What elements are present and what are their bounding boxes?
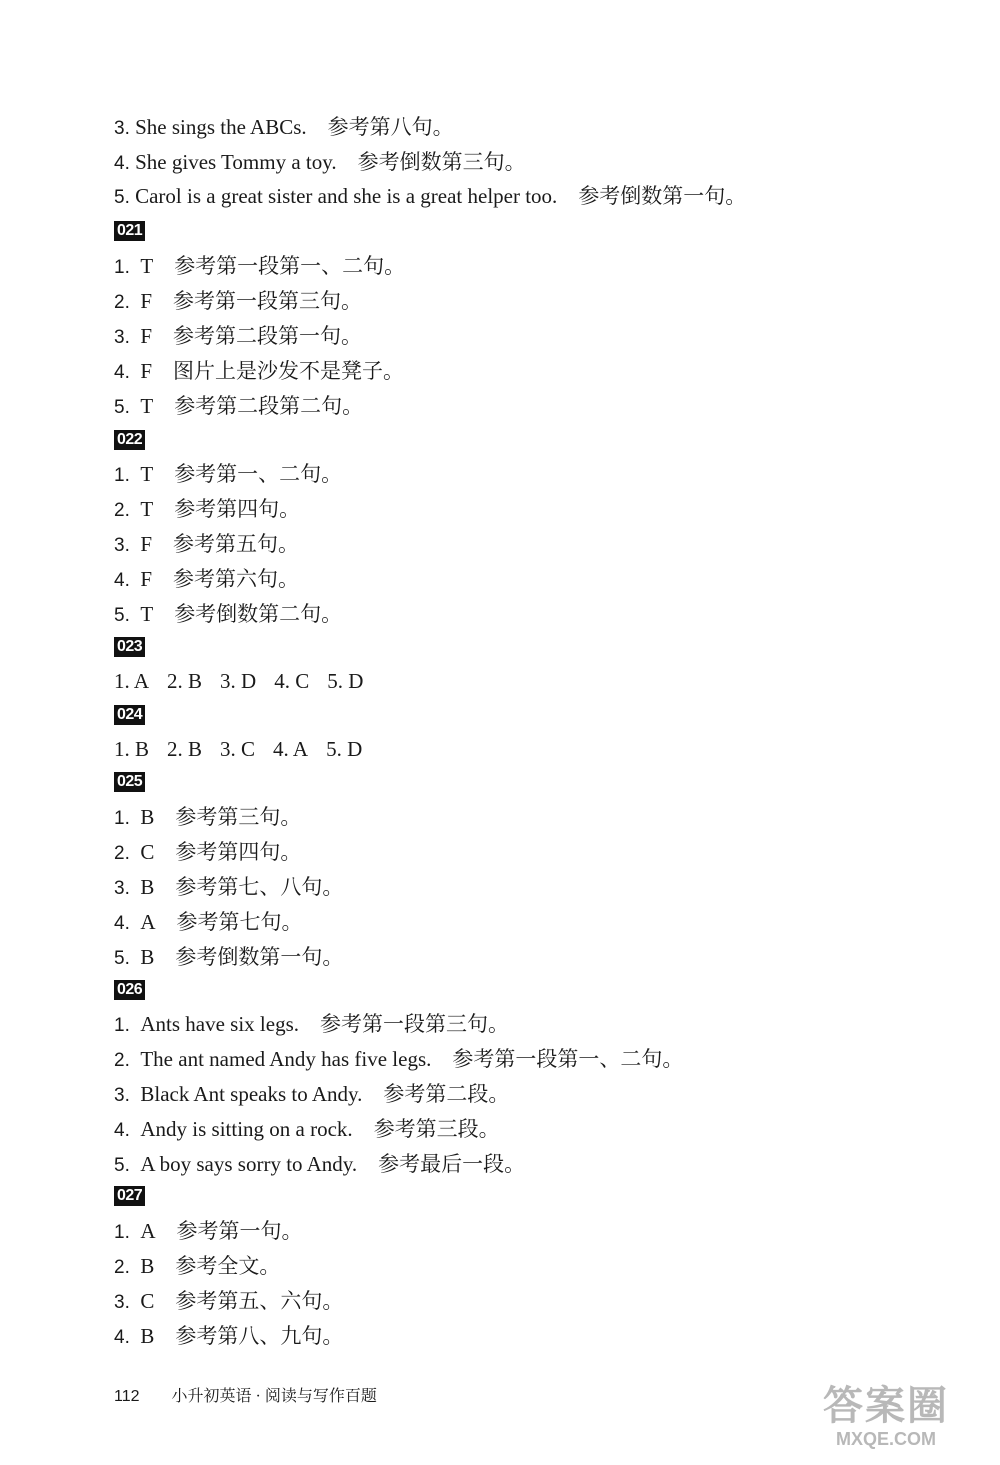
answer-value: A <box>140 1219 156 1243</box>
answer-note: 参考全文。 <box>175 1254 281 1278</box>
answer-item: 4. C <box>274 669 310 693</box>
answer-item: 3. D <box>220 669 257 693</box>
page-number: 112 <box>114 1388 140 1405</box>
answer-item: 4. A <box>273 737 309 761</box>
list-item: 5. B 参考倒数第一句。 <box>114 942 343 972</box>
answer-text: A boy says sorry to Andy. <box>140 1152 358 1176</box>
answer-value: T <box>140 394 154 418</box>
list-item: 5. T 参考第二段第二句。 <box>114 391 363 421</box>
answer-value: F <box>140 359 153 383</box>
answer-note: 参考倒数第三句。 <box>357 150 526 174</box>
list-item: 3. F 参考第五句。 <box>114 529 299 559</box>
answer-item: 1. B <box>114 737 150 761</box>
answer-note: 参考第二段第二句。 <box>174 394 364 418</box>
answer-note: 参考第六句。 <box>173 567 300 591</box>
watermark-site: MXQE.COM <box>835 1429 936 1449</box>
answer-note: 参考倒数第二句。 <box>174 602 343 626</box>
answer-note: 参考第七句。 <box>176 910 303 934</box>
list-item: 2. C 参考第四句。 <box>114 837 301 867</box>
section-label-025: 025 <box>114 772 145 792</box>
answer-note: 图片上是沙发不是凳子。 <box>173 359 405 383</box>
answer-note: 参考第一段第一、二句。 <box>174 254 406 278</box>
answer-value: B <box>140 805 155 829</box>
answer-note: 参考第三段。 <box>373 1117 500 1141</box>
answer-item: 5. D <box>326 737 363 761</box>
list-item: 3. B 参考第七、八句。 <box>114 872 343 902</box>
answer-note: 参考第一段第三句。 <box>320 1012 510 1036</box>
answer-item: 1. A <box>114 669 150 693</box>
section-label-027: 027 <box>114 1186 145 1206</box>
section-label-022: 022 <box>114 430 145 450</box>
answer-value: T <box>140 254 154 278</box>
answer-text: The ant named Andy has five legs. <box>140 1047 432 1071</box>
answer-note: 参考第一段第三句。 <box>173 289 363 313</box>
section-label-026: 026 <box>114 980 145 1000</box>
answer-value: T <box>140 602 154 626</box>
answer-value: B <box>140 1324 155 1348</box>
answer-note: 参考第一、二句。 <box>174 462 343 486</box>
answer-note: 参考第八句。 <box>327 115 454 139</box>
list-item: 1. A 参考第一句。 <box>114 1216 303 1246</box>
list-item: 2. The ant named Andy has five legs. 参考第一段第一、二句。 <box>114 1044 683 1074</box>
answer-value: C <box>140 840 155 864</box>
list-item: 4. F 参考第六句。 <box>114 564 299 594</box>
answer-note: 参考倒数第一句。 <box>578 184 747 208</box>
answer-note: 参考第一句。 <box>176 1219 303 1243</box>
answer-note: 参考第七、八句。 <box>175 875 344 899</box>
list-item: 3. F 参考第二段第一句。 <box>114 321 362 351</box>
answer-value: F <box>140 289 153 313</box>
answer-row <box>114 666 381 696</box>
list-item: 1. T 参考第一、二句。 <box>114 459 342 489</box>
list-item: 1. Ants have six legs. 参考第一段第三句。 <box>114 1009 509 1039</box>
list-item: 5. Carol is a great sister and she is a great helper too. 参考倒数第一句。 <box>114 181 746 211</box>
list-item: 4. She gives Tommy a toy. 参考倒数第三句。 <box>114 147 526 177</box>
answer-note: 参考倒数第一句。 <box>175 945 344 969</box>
answer-note: 参考第八、九句。 <box>175 1324 344 1348</box>
watermark-logo <box>786 1383 986 1453</box>
answer-note: 参考第五句。 <box>173 532 300 556</box>
answer-note: 参考最后一段。 <box>378 1152 526 1176</box>
list-item: 2. F 参考第一段第三句。 <box>114 286 362 316</box>
answer-text: Ants have six legs. <box>140 1012 300 1036</box>
answer-item: 2. B <box>167 737 203 761</box>
page-footer <box>114 1385 377 1409</box>
watermark-logo-text: 答案圈 <box>823 1383 949 1429</box>
answer-text: She gives Tommy a toy. <box>135 150 337 174</box>
book-title: 小升初英语 · 阅读与写作百题 <box>171 1388 377 1405</box>
answer-text: Black Ant speaks to Andy. <box>140 1082 363 1106</box>
list-item: 1. B 参考第三句。 <box>114 802 301 832</box>
answer-value: F <box>140 532 153 556</box>
answer-text: She sings the ABCs. <box>135 115 307 139</box>
answer-value: F <box>140 567 153 591</box>
answer-item: 3. C <box>220 737 256 761</box>
section-label-023: 023 <box>114 637 145 657</box>
answer-item: 5. D <box>327 669 364 693</box>
answer-note: 参考第四句。 <box>175 840 302 864</box>
list-item: 1. T 参考第一段第一、二句。 <box>114 251 405 281</box>
answer-text: Carol is a great sister and she is a great helper too. <box>135 184 558 208</box>
answer-note: 参考第三句。 <box>175 805 302 829</box>
list-item: 3. C 参考第五、六句。 <box>114 1286 343 1316</box>
answer-value: B <box>140 1254 155 1278</box>
answer-item: 2. B <box>167 669 203 693</box>
answer-note: 参考第二段第一句。 <box>173 324 363 348</box>
list-item: 2. T 参考第四句。 <box>114 494 300 524</box>
answer-value: B <box>140 945 155 969</box>
answer-note: 参考第二段。 <box>383 1082 510 1106</box>
answer-text: Andy is sitting on a rock. <box>140 1117 353 1141</box>
answer-note: 参考第四句。 <box>174 497 301 521</box>
answer-value: T <box>140 462 154 486</box>
answer-value: B <box>140 875 155 899</box>
answer-row <box>114 734 380 764</box>
answer-value: A <box>140 910 156 934</box>
answer-value: C <box>140 1289 155 1313</box>
answer-note: 参考第一段第一、二句。 <box>452 1047 684 1071</box>
section-label-024: 024 <box>114 705 145 725</box>
section-label-021: 021 <box>114 221 145 241</box>
list-item: 3. She sings the ABCs. 参考第八句。 <box>114 112 454 142</box>
list-item: 5. A boy says sorry to Andy. 参考最后一段。 <box>114 1149 525 1179</box>
list-item: 4. F 图片上是沙发不是凳子。 <box>114 356 404 386</box>
list-item: 4. Andy is sitting on a rock. 参考第三段。 <box>114 1114 500 1144</box>
answer-note: 参考第五、六句。 <box>175 1289 344 1313</box>
list-item: 3. Black Ant speaks to Andy. 参考第二段。 <box>114 1079 509 1109</box>
answer-value: F <box>140 324 153 348</box>
answer-value: T <box>140 497 154 521</box>
list-item: 4. B 参考第八、九句。 <box>114 1321 343 1351</box>
list-item: 4. A 参考第七句。 <box>114 907 303 937</box>
list-item: 2. B 参考全文。 <box>114 1251 280 1281</box>
list-item: 5. T 参考倒数第二句。 <box>114 599 342 629</box>
